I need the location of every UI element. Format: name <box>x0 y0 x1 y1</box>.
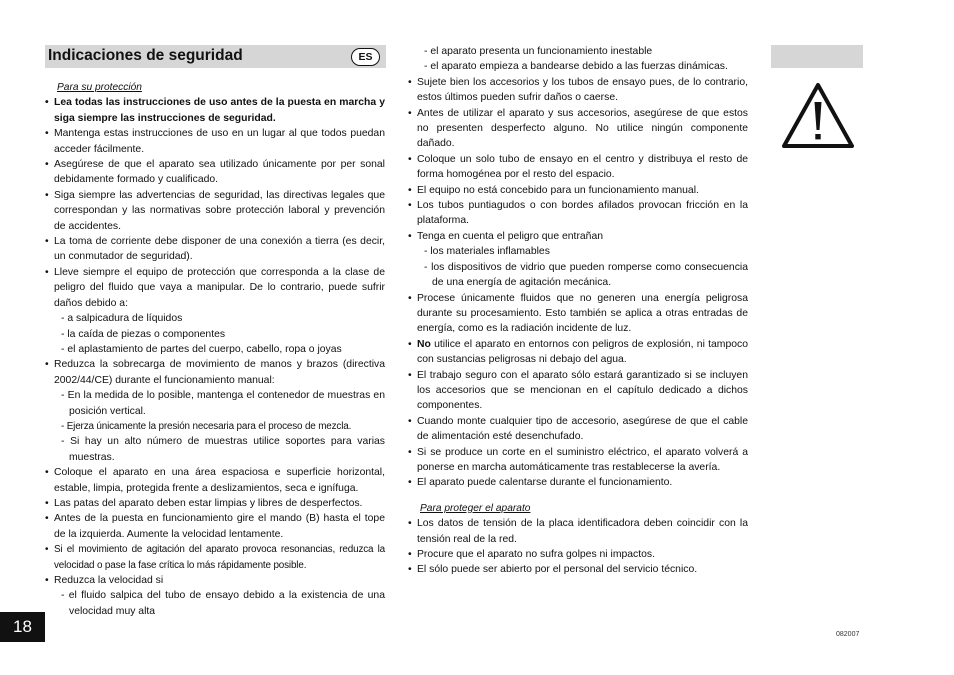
bullet-item: • Si el movimiento de agitación del aparato provoca resonancias, reduzca la velocidad o pase la fase crítica lo más rápidamente posible. <box>45 542 385 573</box>
dash-item: - Ejerza únicamente la presión necesaria para el proceso de mezcla. <box>45 419 385 434</box>
bullet-item: • Antes de utilizar el aparato y sus accesorios, asegúrese de que estos no presenten desperfecto alguno. No utilice ningún componente dañado. <box>408 106 748 152</box>
subtitle-device: Para proteger el aparato <box>420 502 531 514</box>
dash-item: - los materiales inflamables <box>408 244 748 259</box>
warning-triangle-icon <box>782 82 854 148</box>
bullet-item: • Mantenga estas instrucciones de uso en un lugar al que todos puedan acceder fácilmente. <box>45 126 385 157</box>
dash-item: - En la medida de lo posible, mantenga el contenedor de muestras en posición vertical. <box>45 388 385 419</box>
left-column <box>45 80 385 619</box>
bullet-item: • Lleve siempre el equipo de protección que corresponda a la clase de peligro del fluido que vaya a manipular. De lo contrario, puede sufrir daños debido a: <box>45 265 385 311</box>
bullet-item: • Cuando monte cualquier tipo de accesorio, asegúrese de que el cable de alimentación esté desenchufado. <box>408 414 748 445</box>
bullet-item: • Reduzca la velocidad si <box>45 573 385 588</box>
bullet-item: • Sujete bien los accesorios y los tubos de ensayo pues, de lo contrario, estos últimos pueden sufrir daños o caerse. <box>408 75 748 106</box>
subtitle-protection: Para su protección <box>57 82 142 93</box>
bullet-item <box>408 337 748 368</box>
bullet-item: • Asegúrese de que el aparato sea utilizado únicamente por per sonal debidamente formado y cualificado. <box>45 157 385 188</box>
bold-lead: No <box>417 338 431 350</box>
bullet-item: • Procure que el aparato no sufra golpes ni impactos. <box>408 547 748 562</box>
bullet-item: • El trabajo seguro con el aparato sólo estará garantizado si se incluyen los accesorios que se mencionan en el capítulo dedicado a dichos componentes. <box>408 368 748 414</box>
dash-item: - los dispositivos de vidrio que pueden romperse como consecuencia de una energía de agitación mecánica. <box>408 260 748 291</box>
bullet-item: • Procese únicamente fluidos que no generen una energía peligrosa durante su procesamiento. Esto también se aplica a otras entradas de energía, como es la radiación incidente de luz. <box>408 291 748 337</box>
dash-item: - el aparato presenta un funcionamiento inestable <box>408 44 748 59</box>
item-text: utilice el aparato en entornos con peligros de explosión, ni tampoco con sustancias peligrosas ni debajo del agua. <box>417 338 748 366</box>
doc-code: 082007 <box>836 631 860 638</box>
bullet-item: • Reduzca la sobrecarga de movimiento de manos y brazos (directiva 2002/44/CE) durante el funcionamiento manual: <box>45 357 385 388</box>
dash-item: - el fluido salpica del tubo de ensayo debido a la existencia de una velocidad muy alta <box>45 588 385 619</box>
bullet-item: • Siga siempre las advertencias de seguridad, las directivas legales que correspondan y las normativas sobre protección laboral y prevención de accidentes. <box>45 188 385 234</box>
left-list <box>45 95 385 619</box>
section-header <box>45 45 386 68</box>
bullet-item: • Lea todas las instrucciones de uso antes de la puesta en marcha y siga siempre las instrucciones de seguridad. <box>45 95 385 126</box>
bullet-item: • Los tubos puntiagudos o con bordes afilados provocan fricción en la plataforma. <box>408 198 748 229</box>
dash-item: - el aparato empieza a bandearse debido a las fuerzas dinámicas. <box>408 59 748 74</box>
dash-item: - el aplastamiento de partes del cuerpo, cabello, ropa o joyas <box>45 342 385 357</box>
bullet-item: • El equipo no está concebido para un funcionamiento manual. <box>408 183 748 198</box>
dash-item: - la caída de piezas o componentes <box>45 327 385 342</box>
bullet-item: • Los datos de tensión de la placa identificadora deben coincidir con la tensión real de la red. <box>408 516 748 547</box>
bullet-item: • Tenga en cuenta el peligro que entrañan <box>408 229 748 244</box>
page-number: 18 <box>0 612 45 642</box>
bullet-item: • El sólo puede ser abierto por el personal del servicio técnico. <box>408 562 748 577</box>
dash-item: - a salpicadura de líquidos <box>45 311 385 326</box>
language-badge: ES <box>351 48 380 66</box>
spacer <box>408 491 748 501</box>
right-header-bar <box>771 45 863 68</box>
bullet-item: • Las patas del aparato deben estar limpias y libres de desperfectos. <box>45 496 385 511</box>
bullet-item: • Coloque el aparato en una área espaciosa e superficie horizontal, estable, limpia, protegida frente a deslizamientos, seca e ignífuga. <box>45 465 385 496</box>
right-column <box>408 44 748 578</box>
bullet-item: • La toma de corriente debe disponer de una conexión a tierra (es decir, un conmutador de seguridad). <box>45 234 385 265</box>
bullet-item: • Antes de la puesta en funcionamiento gire el mando (B) hasta el tope de la izquierda. Aumente la velocidad lentamente. <box>45 511 385 542</box>
bullet-item: • Si se produce un corte en el suministro eléctrico, el aparato volverá a ponerse en marcha automáticamente tras restablecerse la avería. <box>408 445 748 476</box>
right-list <box>408 44 748 578</box>
dash-item: - Si hay un alto número de muestras utilice soportes para varias muestras. <box>45 434 385 465</box>
section-title: Indicaciones de seguridad <box>48 47 243 64</box>
bullet-item: • Coloque un solo tubo de ensayo en el centro y distribuya el resto de forma homogénea por el resto del espacio. <box>408 152 748 183</box>
bullet-item: • El aparato puede calentarse durante el funcionamiento. <box>408 475 748 490</box>
